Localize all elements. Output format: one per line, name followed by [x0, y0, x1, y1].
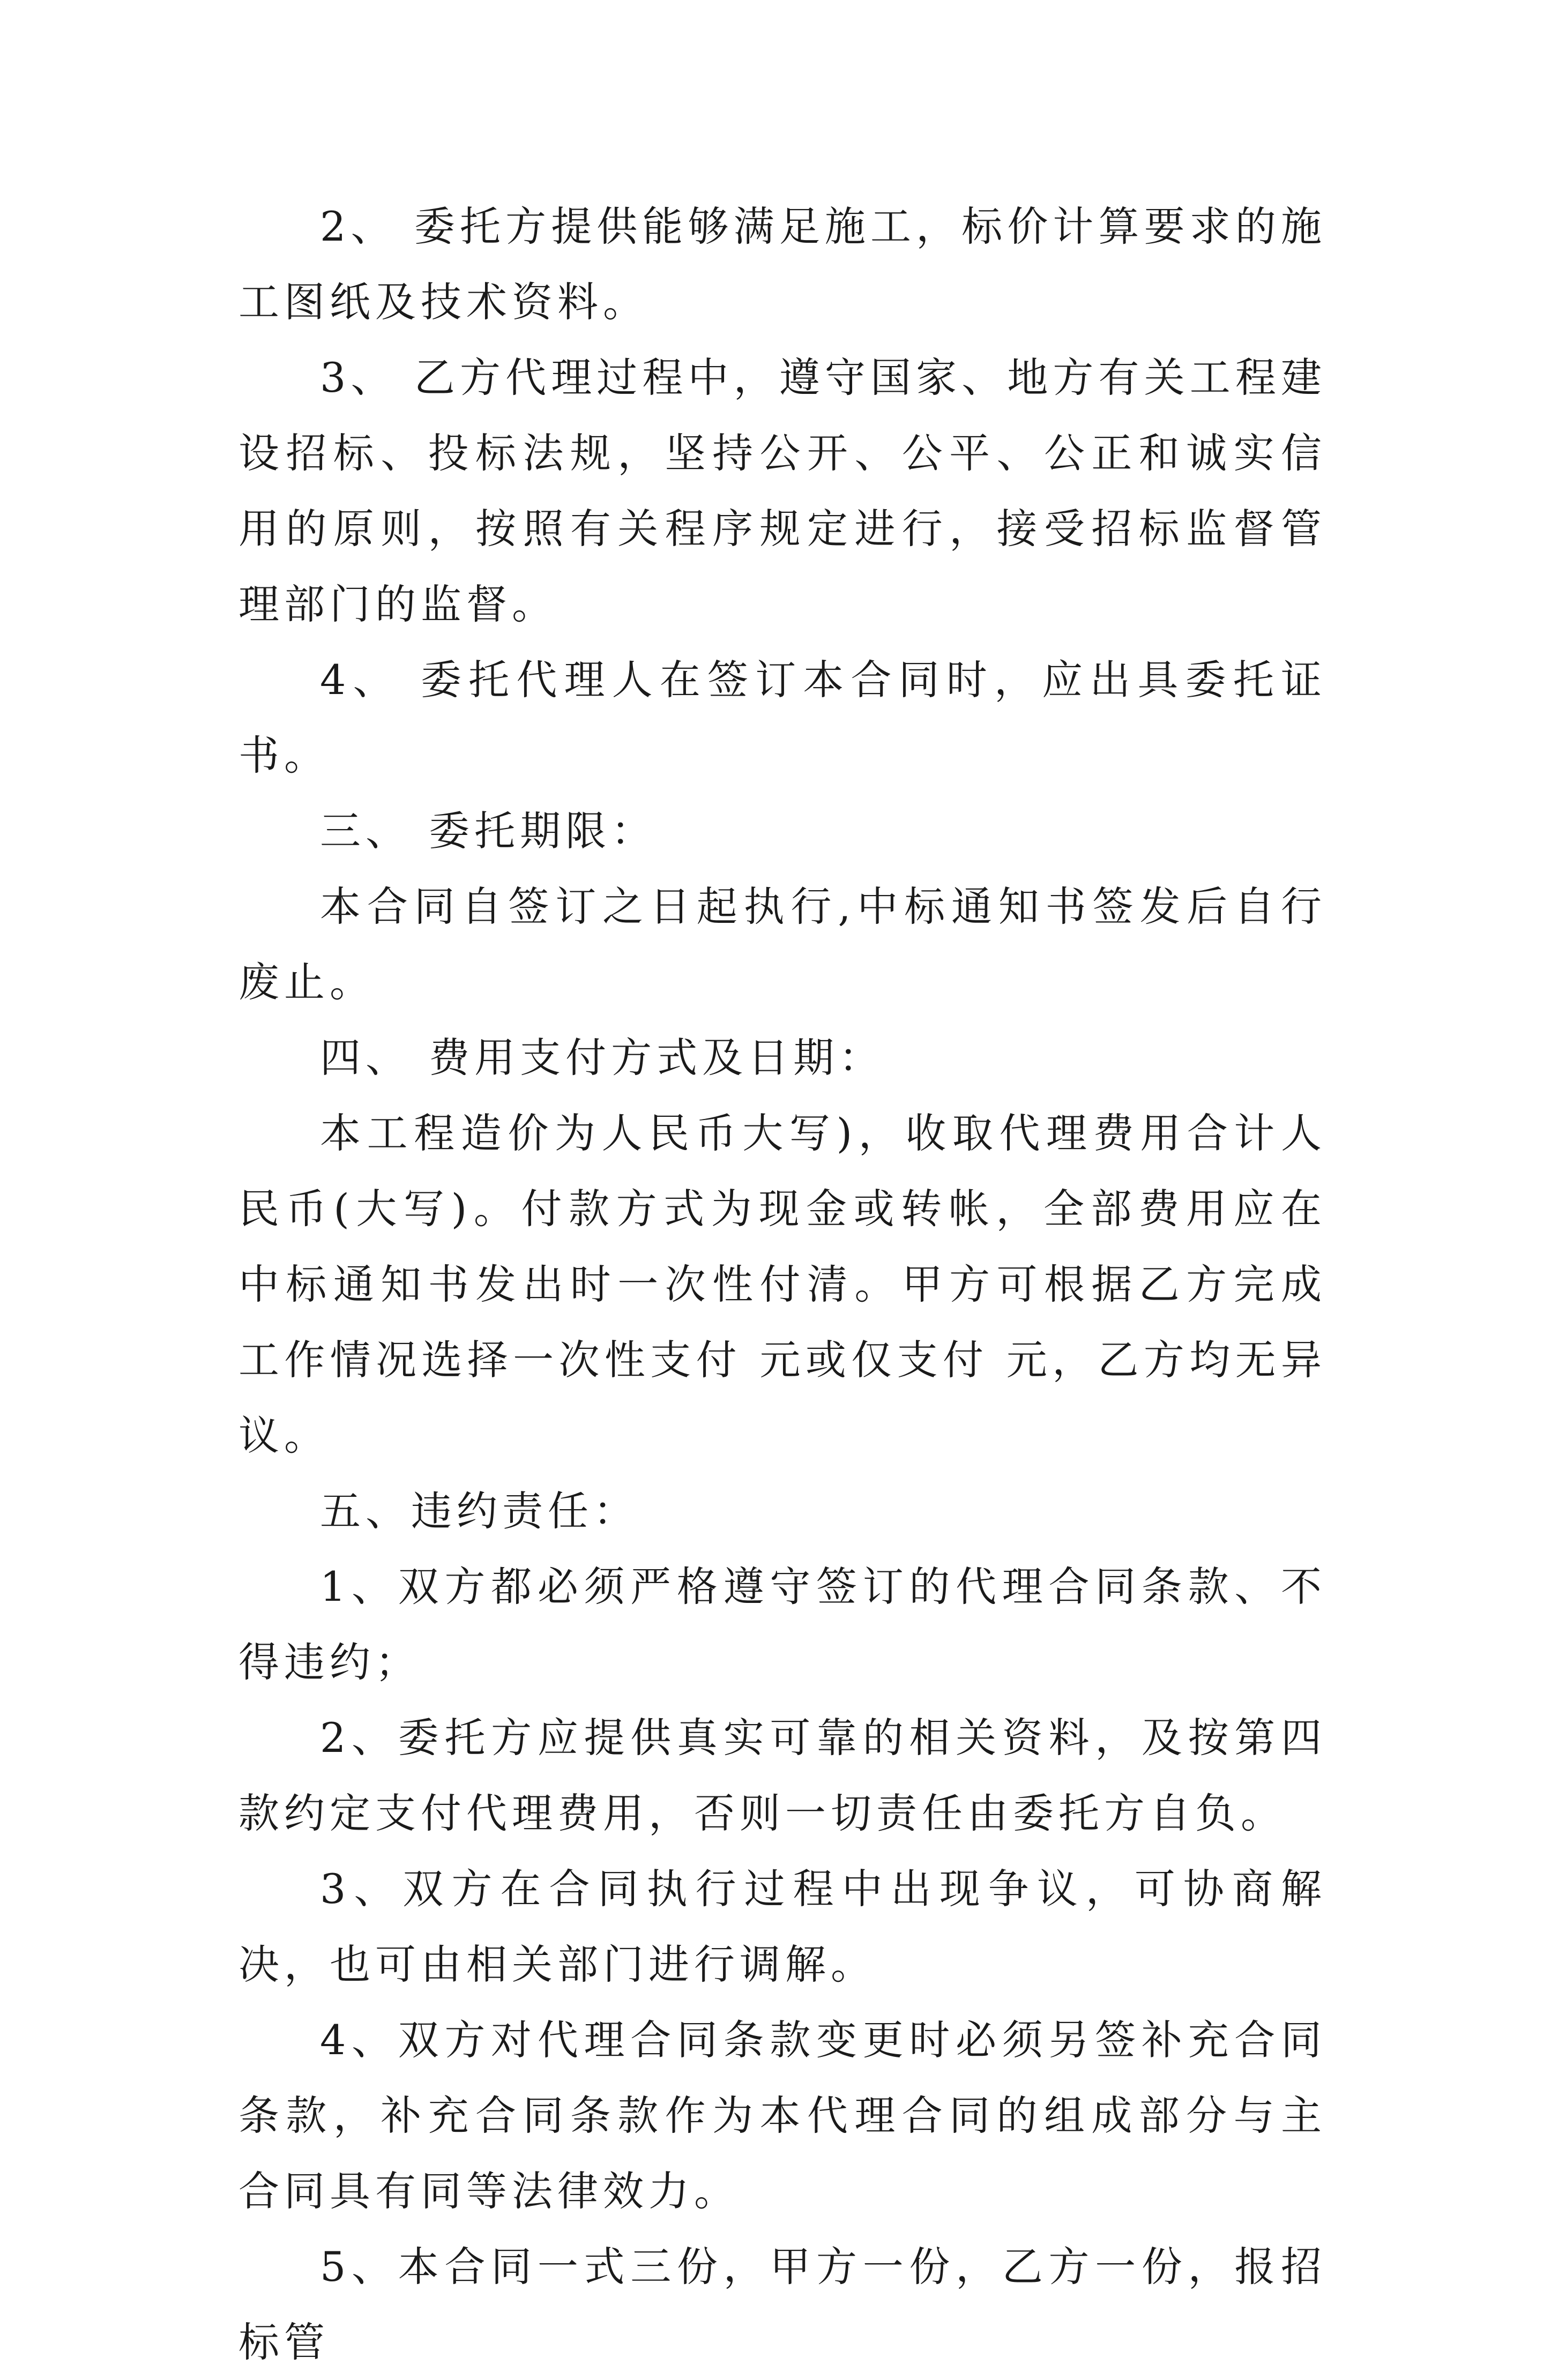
section-heading-liability: 五、违约责任： [320, 1487, 639, 1535]
term-paragraph: 本合同自签订之日起执行,中标通知书签发后自行废止。 [238, 883, 1326, 1006]
liability-clause-3: 3、双方在合同执行过程中出现争议，可协商解决，也可由相关部门进行调解。 [238, 1865, 1326, 1988]
liability-clause-1: 1、双方都必须严格遵守签订的代理合同条款、不得违约； [238, 1563, 1326, 1686]
liability-clause-2: 2、委托方应提供真实可靠的相关资料，及按第四款约定支付代理费用，否则一切责任由委托方自负。 [238, 1714, 1326, 1837]
payment-paragraph: 本工程造价为人民币大写)，收取代理费用合计人民币(大写)。付款方式为现金或转帐，全部费用应在中标通知书发出时一次性付清。甲方可根据乙方完成工作情况选择一次性支付 元或仅支付 元，乙方均无异议。 [238, 1109, 1326, 1459]
liability-clause-5: 5、本合同一式三份，甲方一份，乙方一份，报招标管 [238, 2243, 1326, 2366]
section-heading-term: 三、 委托期限： [320, 807, 657, 855]
liability-clause-4: 4、双方对代理合同条款变更时必须另签补充合同条款，补充合同条款作为本代理合同的组成部分与主合同具有同等法律效力。 [238, 2016, 1326, 2215]
document-body [238, 189, 1326, 2380]
clause-3-compliance: 3、 乙方代理过程中，遵守国家、地方有关工程建设招标、投标法规，坚持公开、公平、公正和诚实信用的原则，按照有关程序规定进行，接受招标监督管理部门的监督。 [238, 354, 1326, 628]
clause-2-drawings: 2、 委托方提供能够满足施工，标价计算要求的施工图纸及技术资料。 [238, 203, 1326, 326]
section-heading-payment: 四、 费用支付方式及日期： [320, 1034, 885, 1081]
clause-4-authorization: 4、 委托代理人在签订本合同时，应出具委托证书。 [238, 656, 1326, 779]
